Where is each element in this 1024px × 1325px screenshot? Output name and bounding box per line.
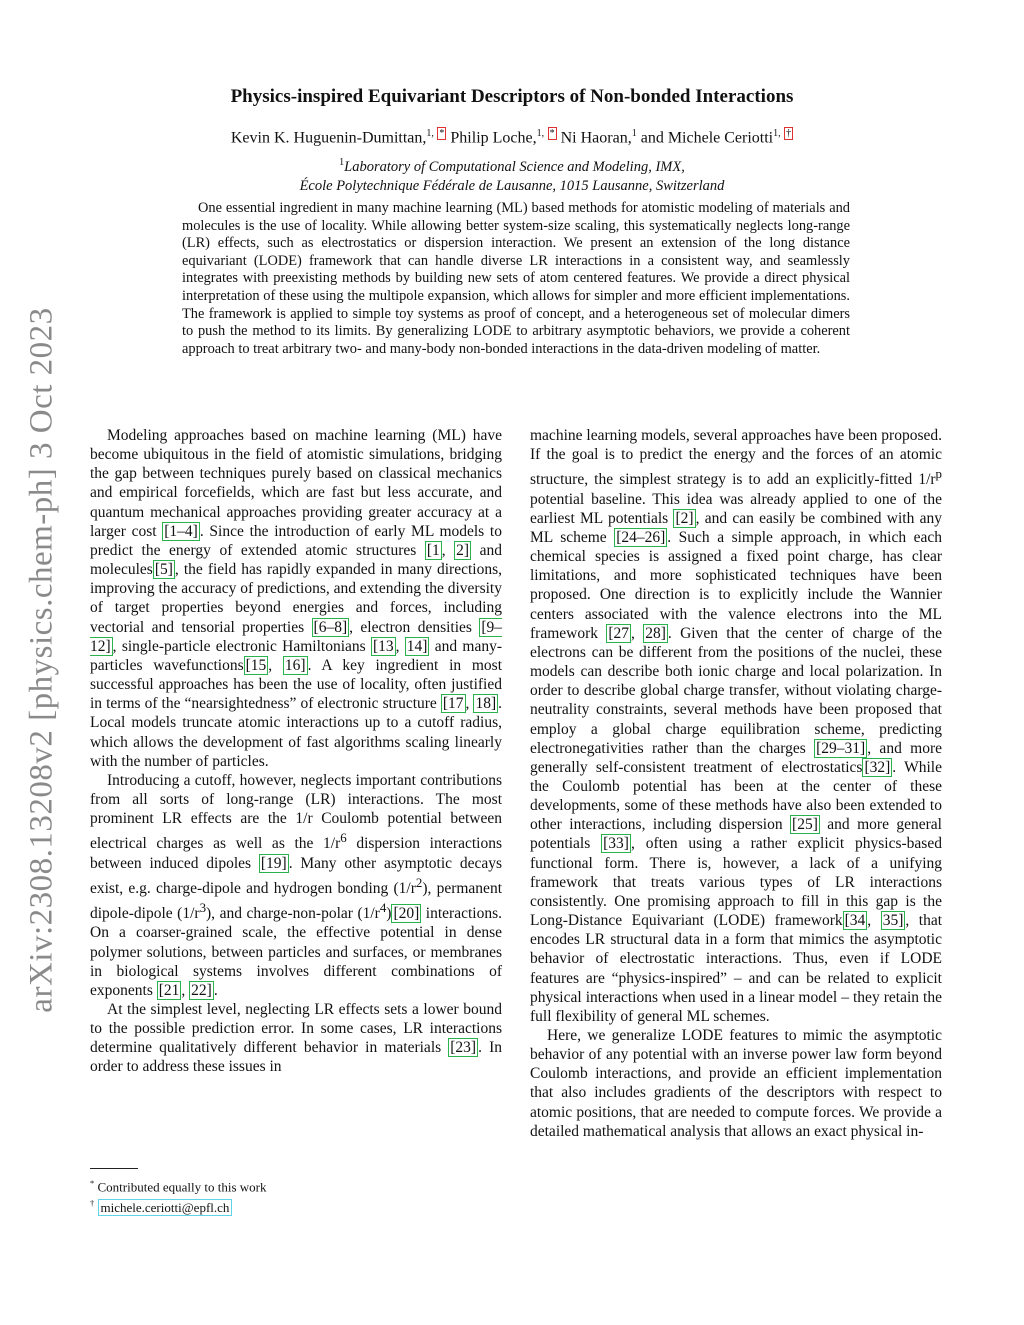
citation-link[interactable]: [1	[426, 541, 440, 559]
affiliation-line-2: École Polytechnique Fédérale de Lausanne, 1015 Lausanne, Switzerland	[299, 177, 725, 194]
footnote-equal-contribution: * Contributed equally to this work	[90, 1178, 267, 1195]
paragraph: At the simplest level, neglecting LR effects sets a lower bound to the possible prediction error. In some cases, LR interactions determine qualitatively different behavior in materials [23] . In order to address these issues in	[90, 1001, 502, 1076]
affiliation-marker: 1, †	[773, 128, 792, 139]
citation-link[interactable]: [21	[158, 981, 180, 999]
footnotes	[90, 1175, 510, 1216]
citation-link[interactable]: [29–31]	[816, 739, 866, 757]
citation-link[interactable]: [2]	[675, 509, 694, 527]
affiliation-marker: 1	[631, 128, 637, 139]
author-list	[0, 128, 1024, 147]
arxiv-identifier	[22, 300, 62, 1020]
citation-link[interactable]: [1–4]	[164, 522, 198, 540]
author-name: Kevin K. Huguenin-Dumittan,	[230, 129, 427, 147]
citation-link[interactable]: 18]	[475, 695, 497, 713]
paragraph: machine learning models, several approaches have been proposed. If the goal is to predict the energy and the forces of an atomic structure, the simplest strategy is to add an explicitly-fitted $1/r^p$ potential baseline. This idea was already applied to one of the earliest ML potentials [2] , and can easily be combined with any ML scheme [24–26] . Such a simple approach, in which each chemical species is assigned a fixed point charge, has clear limitations, and more sophisticated techniques have been proposed. One direction is to explicitly include the Wannier centers associated with the valence electrons into the ML framework [27 , 28] . Given that the center of charge of the electrons can be different from the positions of the nuclei, these models can describe both ionic charge and local polarization. In order to describe global charge transfer, without violating charge-neutrality constraints, several methods have been proposed that employ a global charge equilibration scheme, predicting electronegativities rather than the charges [29–31] , and more generally self-consistent treatment of electrostatics [32] . While the Coulomb potential has been at the center of these developments, some of these methods have also been extended to other interactions, including dispersion [25] and more general potentials [33] , often using a rather explicit physics-based functional form. There is, however, a lack of a unifying framework that treats various types of LR interactions consistently. One promising approach to fill in this gap is the Long-Distance Equivariant (LODE) framework [34 , 35] , that encodes LR structural data in a form that mimics the asymptotic behavior of electrostatic interactions. Thus, even if LODE features are “physics-inspired” – and can be related to explicit physical interactions when used in a linear model – they retain the full flexibility of general ML schemes.	[530, 427, 943, 1025]
email-link[interactable]: michele.ceriotti@epfl.ch	[98, 1199, 233, 1216]
citation-link[interactable]: 2]	[456, 541, 470, 559]
footnote-link[interactable]: *	[549, 128, 555, 139]
citation-link[interactable]: [20]	[393, 905, 420, 923]
citation-link[interactable]: [17	[442, 695, 464, 713]
body-column-left	[90, 426, 502, 1077]
paragraph: Here, we generalize LODE features to mimic the asymptotic behavior of any potential with an inverse power law form beyond Coulomb interactions, and provide an efficient implementation that also includes gradients of the descriptors with respect to atomic positions, that are needed to compute forces. We provide a detailed mathematical analysis that allows an exact physical in-	[530, 1027, 942, 1140]
citation-link[interactable]: [23]	[450, 1039, 477, 1057]
footnote-link[interactable]: †	[786, 128, 792, 139]
affiliation	[0, 153, 1024, 196]
paragraph: Modeling approaches based on machine learning (ML) have become ubiquitous in the field of atomistic simulations, bridging the gap between techniques purely based on classical mechanics and empirical forcefields, which are fast but less accurate, and quantum mechanical approaches providing greater accuracy at a larger cost [1–4] . Since the introduction of early ML models to predict the energy of extended atomic structures [1 , 2] and molecules [5] , the field has rapidly expanded in many directions, improving the accuracy of predictions, and extending the diversity of target properties beyond energies and forces, including vectorial and tensorial properties [6–8] , electron densities [9–12] , single-particle electronic Hamiltonians [13 , 14] and many-particles wavefunctions [15 , 16] . A key ingredient in most successful approaches has been the use of locality, often justified in terms of the “nearsightedness” of electronic structure [17 , 18] . Local models truncate atomic interactions up to a cutoff radius, which allows the development of fast algorithms scaling linearly with the number of particles.	[90, 427, 503, 770]
paper-title: Physics-inspired Equivariant Descriptors of Non-bonded Interactions	[230, 86, 794, 107]
citation-link[interactable]: [9–12]	[90, 618, 502, 655]
author-name: Philip Loche,	[450, 129, 537, 147]
citation-link[interactable]: 28]	[645, 624, 666, 642]
paragraph: Introducing a cutoff, however, neglects important contributions from all sorts of long-range (LR) interactions. The most prominent LR effects are the 1/r Coulomb potential between electrical charges as well as the $1/r^6$ dispersion interactions between induced dipoles [19] . Many other asymptotic decays exist, e.g. charge-dipole and hydrogen bonding $(1/r^2)$, permanent dipole-dipole $(1/r^3)$, and charge-non-polar $(1/r^4)$ [20] interactions. On a coarser-grained scale, the effective potential in dense polymer solutions, between particles and surfaces, or membranes in biological systems involves different combinations of exponents [21 , 22] .	[90, 771, 502, 999]
abstract: One essential ingredient in many machine learning (ML) based methods for atomistic modeling of materials and molecules is the use of locality. While allowing better system-size scaling, this systematically neglects long-range (LR) effects, such as electrostatics or dispersion interaction. We present an extension of the long distance equivariant (LODE) framework that can handle diverse LR interactions in a consistent way, and seamlessly integrates with preexisting methods by building new sets of atom centered features. We provide a direct physical interpretation of these using the multipole expansion, which allows for simpler and more efficient implementations. The framework is applied to simple toy systems as proof of concept, and a heterogeneous set of molecular dimers to push the method to its limits. By generalizing LODE to arbitrary asymptotic behaviors, we provide a coherent approach to treat arbitrary two- and many-body non-bonded interactions in the data-driven modeling of matter.	[182, 200, 850, 357]
affiliation-line-1: $^1$Laboratory of Computational Science and Modeling, IMX,	[339, 157, 685, 175]
footnote-email: † michele.ceriotti@epfl.ch	[90, 1195, 510, 1215]
citation-link[interactable]: [5]	[154, 561, 173, 579]
citation-link[interactable]: [25]	[792, 816, 818, 834]
citation-link[interactable]: 16]	[284, 656, 306, 674]
affiliation-marker: 1, *	[536, 128, 555, 139]
author-name: Ni Haoran,	[560, 129, 632, 147]
citation-link[interactable]: [34	[844, 912, 866, 930]
footnote-divider	[90, 1168, 138, 1169]
citation-link[interactable]: [24–26]	[616, 528, 666, 546]
footnote-link[interactable]: *	[439, 128, 445, 139]
arxiv-identifier-text: arXiv:2308.13208v2 [physics.chem-ph] 3 Oct 2023	[23, 307, 60, 1013]
citation-link[interactable]: 35]	[882, 912, 904, 930]
body-column-right	[530, 426, 942, 1141]
citation-link[interactable]: 14]	[406, 637, 428, 655]
citation-link[interactable]: [33]	[603, 835, 629, 853]
citation-link[interactable]: [6–8]	[313, 618, 348, 636]
author-name: and Michele Ceriotti	[640, 129, 774, 147]
citation-link[interactable]: [19]	[260, 854, 287, 872]
affiliation-marker: 1, *	[426, 128, 445, 139]
citation-link[interactable]: [13	[372, 637, 394, 655]
citation-link[interactable]: [15	[245, 656, 267, 674]
citation-link[interactable]: 22]	[191, 981, 212, 999]
citation-link[interactable]: [32]	[864, 758, 891, 776]
citation-link[interactable]: [27	[608, 624, 629, 642]
